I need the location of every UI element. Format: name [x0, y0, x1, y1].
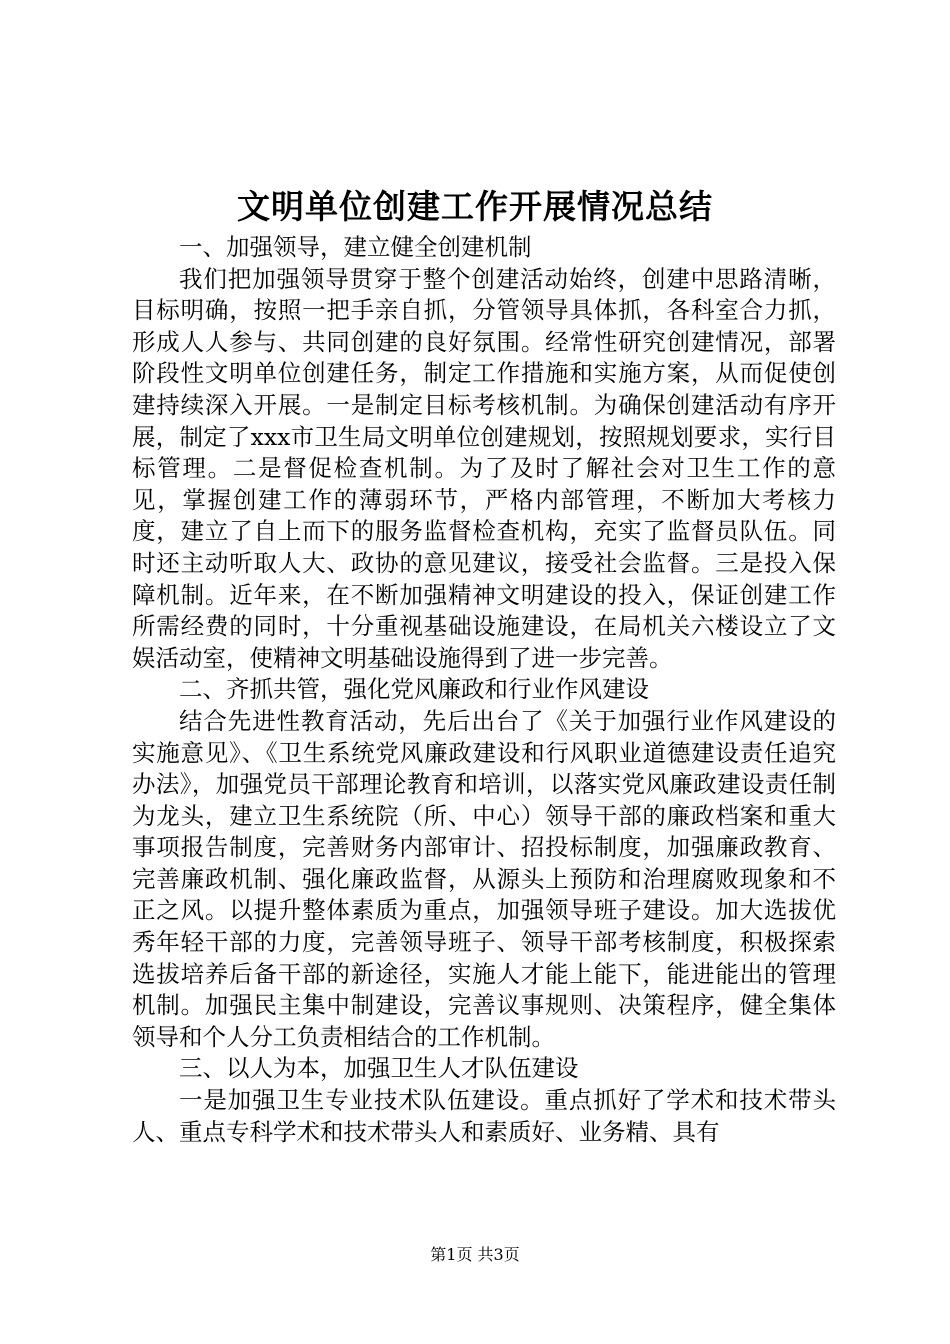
section-heading-3: 三、以人为本，加强卫生人才队伍建设	[179, 1054, 579, 1083]
body-paragraph-2: 结合先进性教育活动，先后出台了《关于加强行业作风建设的实施意见》、《卫生系统党风廉政建设和行风职业道德建设责任追究办法》，加强党员干部理论教育和培训，以落实党风廉政建设责任制为龙头，建立卫生系统院（所、中心）领导干部的廉政档案和重大事项报告制度，完善财务内部审计、招投标制度，加强廉政教育、完善廉政机制、强化廉政监督，从源头上预防和治理腐败现象和不正之风。以提升整体素质为重点，加强领导班子建设。加大选拔优秀年轻干部的力度，完善领导班子、领导干部考核制度，积极探索选拔培养后备干部的新途径，实施人才能上能下，能进能出的管理机制。加强民主集中制建设，完善议事规则、决策程序，健全集体领导和个人分工负责相结合的工作机制。	[132, 706, 836, 1051]
document-title: 文明单位创建工作开展情况总结	[237, 187, 713, 226]
body-paragraph-3: 一是加强卫生专业技术队伍建设。重点抓好了学术和技术带头人、重点专科学术和技术带头人和素质好、业务精、具有	[132, 1086, 836, 1146]
section-heading-1: 一、加强领导，建立健全创建机制	[179, 233, 532, 261]
document-body	[132, 232, 836, 1148]
section-heading-2: 二、齐抓共管，强化党风廉政和行业作风建设	[179, 675, 649, 704]
page-number-footer: 第1页 共3页	[430, 1245, 520, 1264]
body-paragraph-1: 我们把加强领导贯穿于整个创建活动始终，创建中思路清晰，目标明确，按照一把手亲自抓，分管领导具体抓，各科室合力抓，形成人人参与、共同创建的良好氛围。经常性研究创建情况，部署阶段性文明单位创建任务，制定工作措施和实施方案，从而促使创建持续深入开展。一是制定目标考核机制。为确保创建活动有序开展，制定了xxx市卫生局文明单位创建规划，按照规划要求，实行目标管理。二是督促检查机制。为了及时了解社会对卫生工作的意见，掌握创建工作的薄弱环节，严格内部管理，不断加大考核力度，建立了自上而下的服务监督检查机构，充实了监督员队伍。同时还主动听取人大、政协的意见建议，接受社会监督。三是投入保障机制。近年来，在不断加强精神文明建设的投入，保证创建工作所需经费的同时，十分重视基础设施建设，在局机关六楼设立了文娱活动室，使精神文明基础设施得到了进一步完善。	[132, 264, 836, 672]
